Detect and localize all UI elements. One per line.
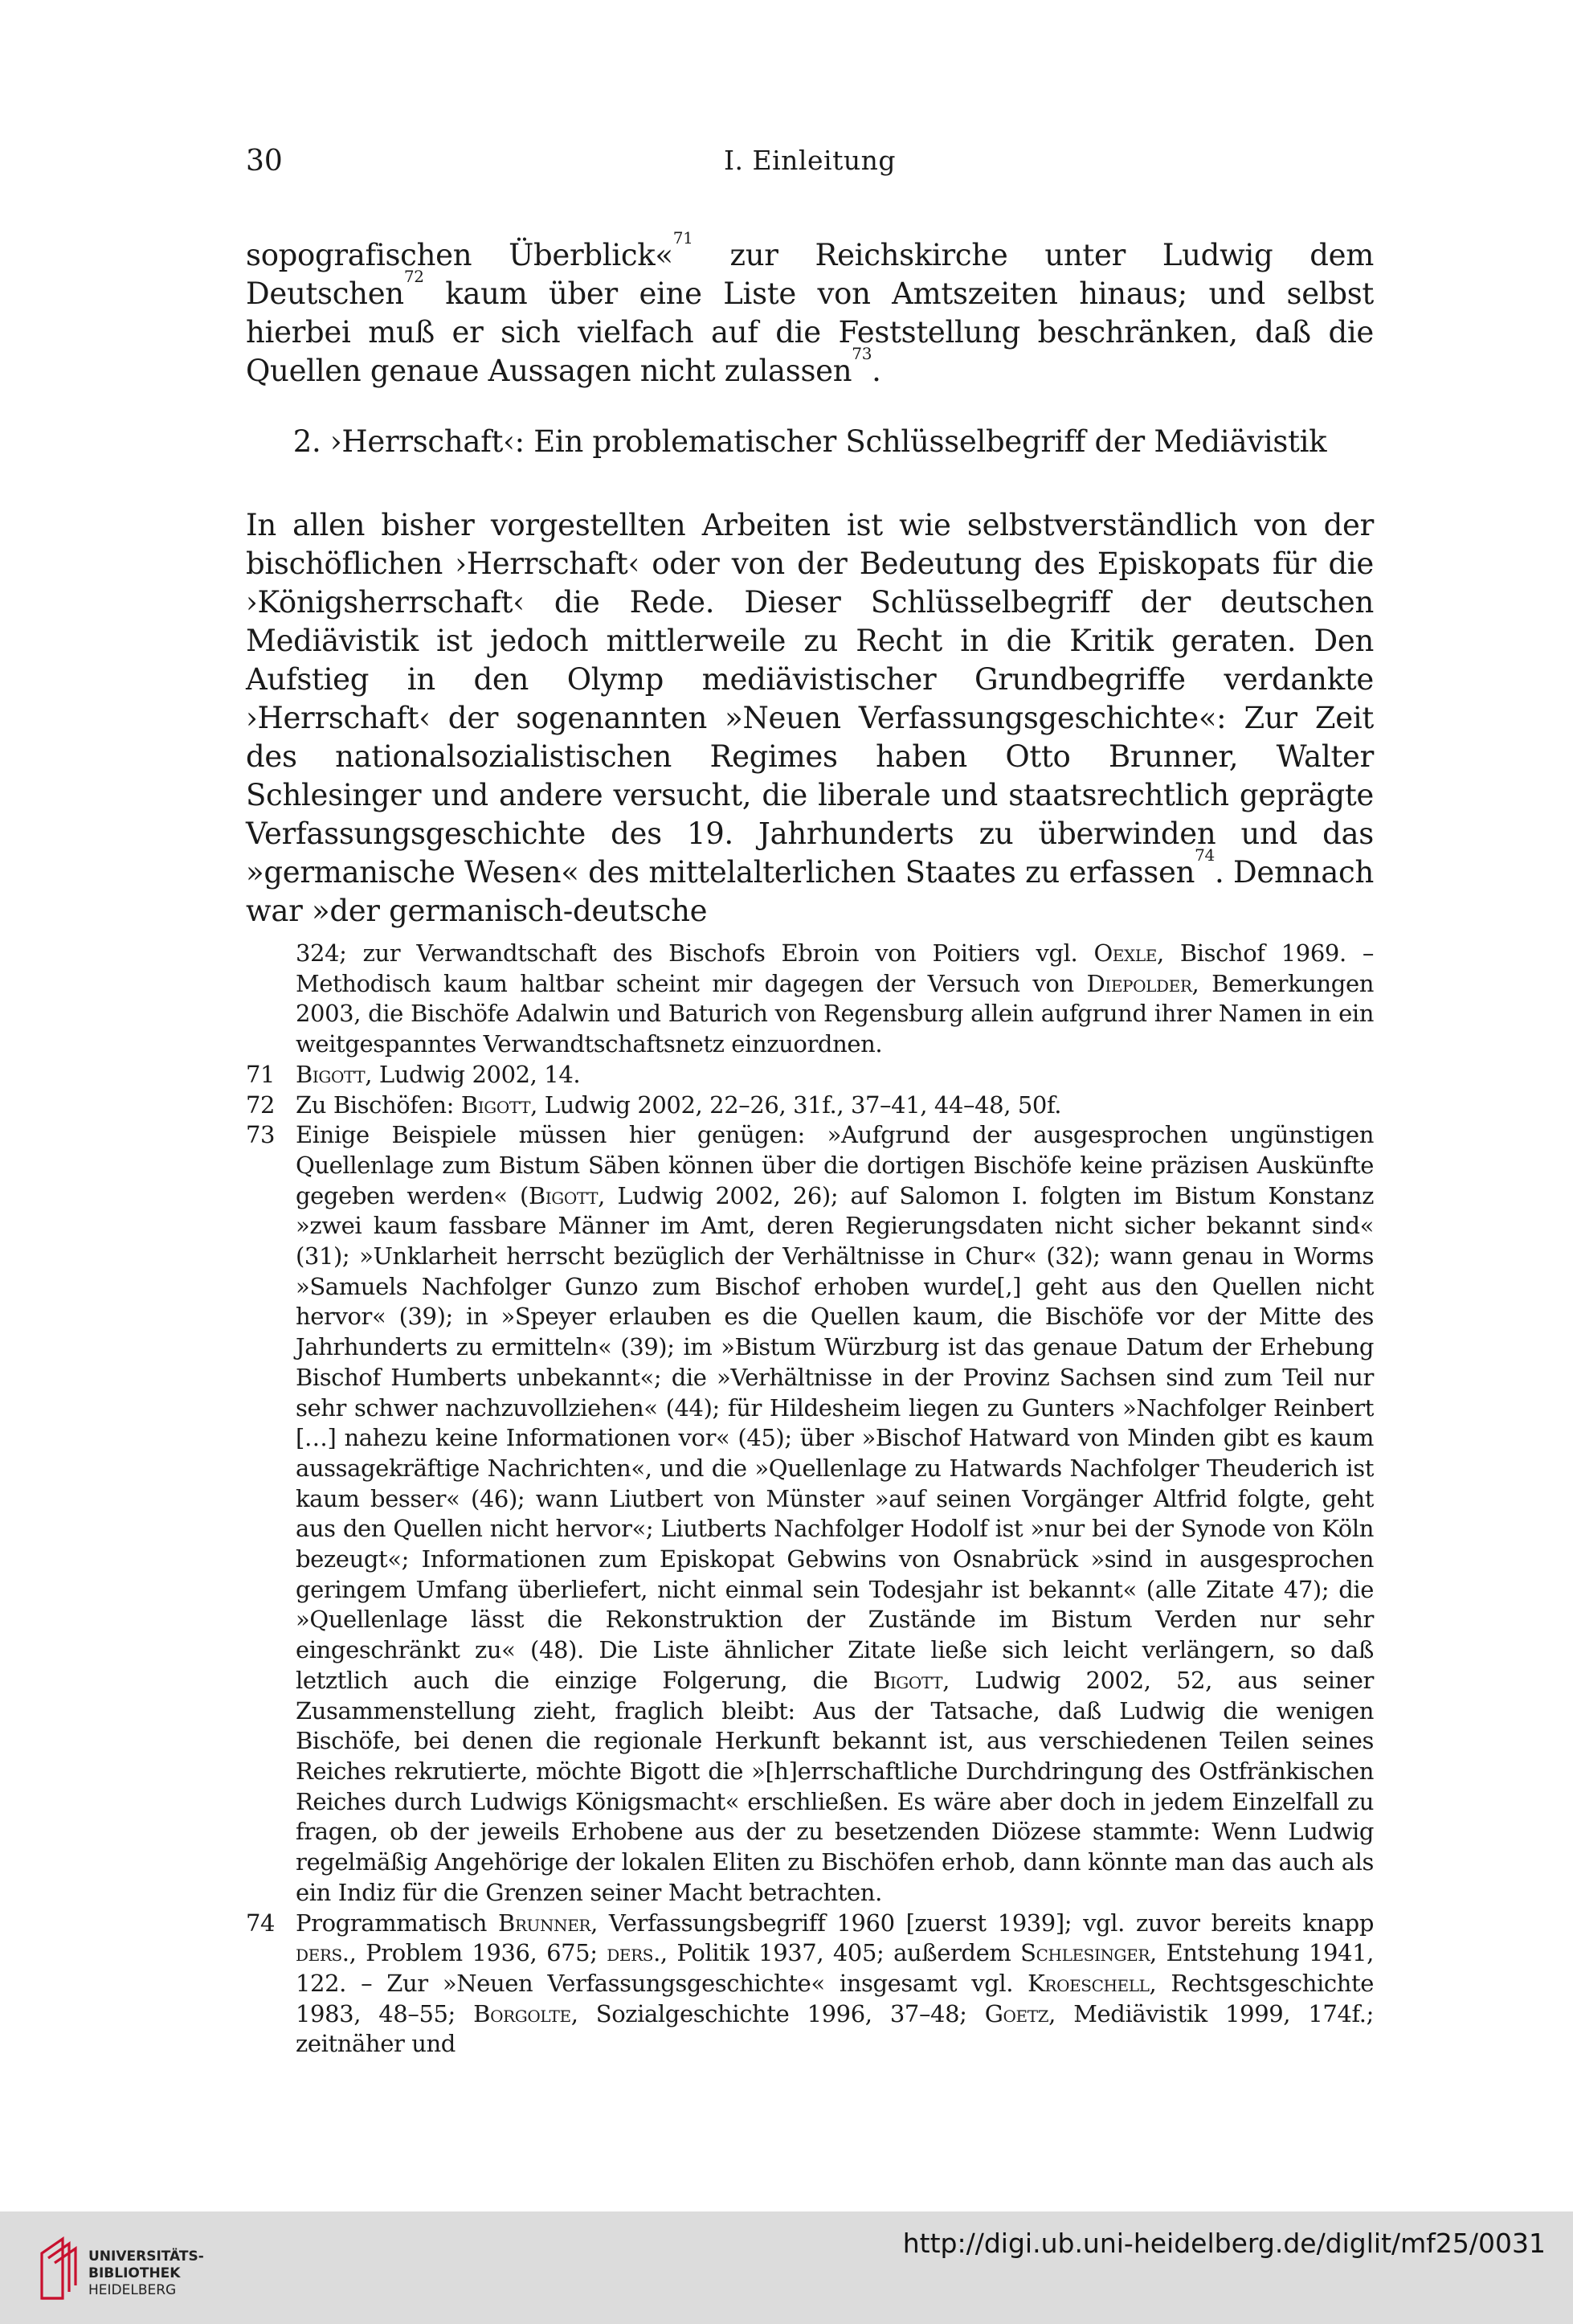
footnote-ref-74[interactable]: 74 xyxy=(1195,845,1215,865)
section-heading: 2. ›Herrschaft‹: Ein problematischer Schlüsselbegriff der Mediävistik xyxy=(292,424,1327,459)
footnote-number: 72 xyxy=(246,1090,276,1119)
footnote-number: 71 xyxy=(246,1060,276,1088)
footnote-71: 71 Bigott, Ludwig 2002, 14. xyxy=(246,1060,1374,1090)
source-url-link[interactable]: http://digi.ub.uni-heidelberg.de/diglit/mf25/0031 xyxy=(902,2228,1546,2259)
footnotes xyxy=(246,939,1374,2060)
body-paragraph-1: sopografischen Überblick«$^{71}$ zur Reichskirche unter Ludwig dem Deutschen$^{72}$ kaum über eine Liste von Amtszeiten hinaus; und selbst hierbei muß er sich vielfach auf die Feststellung beschränken, daß die Quellen genaue Aussagen nicht zulassen$^{73}$. xyxy=(246,228,1375,388)
library-logo-icon xyxy=(39,2229,84,2306)
footnote-ref-72[interactable]: 72 xyxy=(403,267,424,286)
page-number: 30 xyxy=(246,145,283,178)
footer-bar xyxy=(0,2211,1573,2324)
footnote-72: 72 Zu Bischöfen: Bigott, Ludwig 2002, 22–26, 31f., 37–41, 44–48, 50f. xyxy=(246,1090,1374,1121)
footnote-number: 74 xyxy=(246,1909,276,1937)
footnote-73: 73 Einige Beispiele müssen hier genügen: »Aufgrund der ausgesprochen ungünstigen Quellenlage zum Bistum Säben können über die dortigen Bischöfe keine präzisen Auskünfte gegeben werden« (Bigott, Ludwig 2002, 26); auf Salomon I. folgten im Bistum Konstanz »zwei kaum fassbare Männer im Amt, deren Regierungsdaten nicht sicher bekannt sind« (31); »Unklarheit herrscht bezüglich der Verhältnisse in Chur« (32); wann genau in Worms »Samuels Nachfolger Gunzo zum Bischof erhoben wurde[,] geht aus den Quellen nicht hervor« (39); in »Speyer erlauben es die Quellen kaum, die Bischöfe vor der Mitte des Jahrhunderts zu ermitteln« (39); im »Bistum Würzburg ist das genaue Datum der Erhebung Bischof Humberts unbekannt«; die »Verhältnisse in der Provinz Sachsen sind zum Teil nur sehr schwer nachzuvollziehen« (44); für Hildesheim liegen zu Gunters »Nachfolger Reinbert […] nahezu keine Informationen vor« (45); über »Bischof Hatward von Minden gibt es kaum aussagekräftige Nachrichten«, und die »Quellenlage zu Hatwards Nachfolger Theuderich ist kaum besser« (46); wann Liutbert von Münster »auf seinen Vorgänger Altfrid folgte, geht aus den Quellen nicht hervor«; Liutberts Nachfolger Hodolf ist »nur bei der Synode von Köln bezeugt«; Informationen zum Episkopat Gebwins von Osnabrück »sind in ausgesprochen geringem Umfang überliefert, nicht einmal sein Todesjahr ist bekannt« (alle Zitate 47); die »Quellenlage lässt die Rekonstruktion der Zustände im Bistum Verden nur sehr eingeschränkt zu« (48). Die Liste ähnlicher Zitate ließe sich leicht verlängern, so daß letztlich auch die einzige Folgerung, die Bigott, Ludwig 2002, 52, aus seiner Zusammenstellung zieht, fraglich bleibt: Aus der Tatsache, daß Ludwig die wenigen Bischöfe, bei denen die regionale Herkunft bekannt ist, aus verschiedenen Teilen seines Reiches rekrutierte, möchte Bigott die »[h]errschaftliche Durchdringung des Ostfränkischen Reiches durch Ludwigs Königsmacht« erschließen. Es wäre aber doch in jedem Einzelfall zu fragen, ob der jeweils Erhobene aus der zu besetzenden Diözese stammte: Wenn Ludwig regelmäßig Angehörige der lokalen Eliten zu Bischöfen erhob, dann könnte man das auch als ein Indiz für die Grenzen seiner Macht betrachten. xyxy=(246,1121,1374,1906)
body-paragraph-2: In allen bisher vorgestellten Arbeiten ist wie selbstverständlich von der bischöflichen ›Herrschaft‹ oder von der Bedeutung des Episkopats für die ›Königsherrschaft‹ die Rede. Dieser Schlüsselbegriff der deutschen Mediävistik ist jedoch mittlerweile zu Recht in die Kritik geraten. Den Aufstieg in den Olymp mediävistischer Grundbegriffe verdankte ›Herrschaft‹ der sogenannten »Neuen Verfassungsgeschichte«: Zur Zeit des nationalsozialistischen Regimes haben Otto Brunner, Walter Schlesinger und andere versucht, die liberale und staatsrechtlich geprägte Verfassungsgeschichte des 19. Jahrhunderts zu überwinden und das »germanische Wesen« des mittelalterlichen Staates zu erfassen$^{74}$. Demnach war »der germanisch-deutsche xyxy=(246,508,1374,928)
footnote-ref-71[interactable]: 71 xyxy=(672,228,693,248)
library-name: UNIVERSITÄTS- BIBLIOTHEK HEIDELBERG xyxy=(88,2248,204,2298)
footnote-ref-73[interactable]: 73 xyxy=(852,344,872,363)
library-logo[interactable] xyxy=(39,2229,207,2310)
running-head: I. Einleitung xyxy=(724,145,896,176)
footnote-number: 73 xyxy=(246,1121,276,1149)
footnote-74: 74 Programmatisch Brunner, Verfassungsbegriff 1960 [zuerst 1939]; vgl. zuvor bereits knapp ders., Problem 1936, 675; ders., Politik 1937, 405; außerdem Schlesinger, Entstehung 1941, 122. – Zur »Neuen Verfassungsgeschichte« insgesamt vgl. Kroeschell, Rechtsgeschichte 1983, 48–55; Borgolte, Sozialgeschichte 1996, 37–48; Goetz, Mediävistik 1999, 174f.; zeitnäher und xyxy=(246,1909,1375,2058)
page-header xyxy=(246,145,1374,185)
footnote-continuation: 324; zur Verwandtschaft des Bischofs Ebroin von Poitiers vgl. Oexle, Bischof 1969. – Methodisch kaum haltbar scheint mir dagegen der Versuch von Diepolder, Bemerkungen 2003, die Bischöfe Adalwin und Baturich von Regensburg allein aufgrund ihrer Namen in ein weitgespanntes Verwandtschaftsnetz einzuordnen. xyxy=(296,939,1374,1058)
